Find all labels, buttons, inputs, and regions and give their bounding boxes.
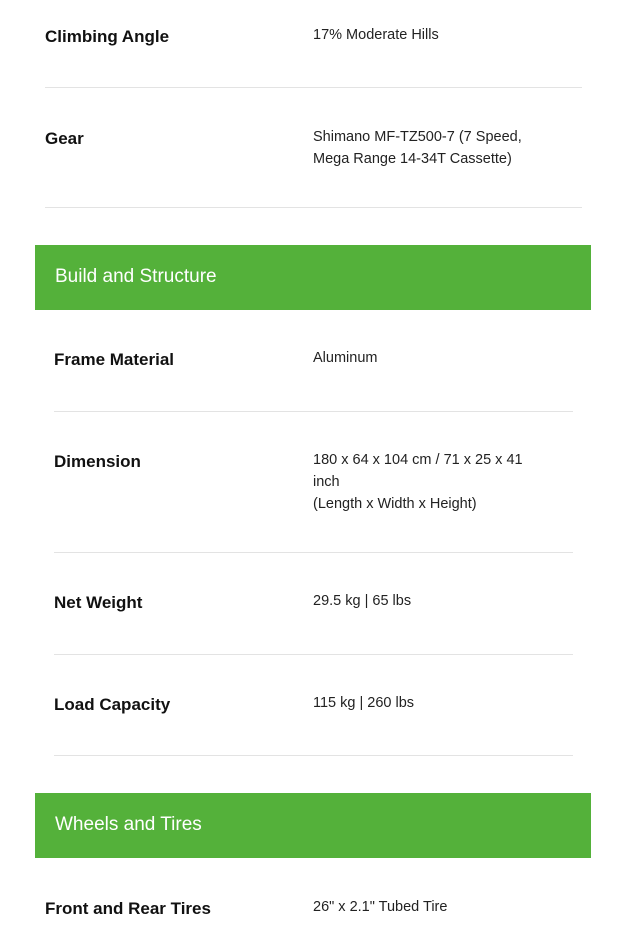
spec-label: Front and Rear Tires	[45, 899, 211, 918]
spec-label: Load Capacity	[54, 695, 171, 714]
spec-label: Climbing Angle	[45, 27, 170, 46]
spec-value: Aluminum	[313, 350, 378, 366]
divider	[54, 552, 573, 553]
spec-value: 180 x 64 x 104 cm / 71 x 25 x 41 inch (Length x Width x Height)	[313, 452, 523, 512]
spec-value: 29.5 kg | 65 lbs	[313, 593, 412, 609]
divider	[45, 207, 582, 208]
spec-label: Gear	[45, 129, 84, 148]
divider	[45, 87, 582, 88]
divider	[54, 411, 573, 412]
divider	[54, 654, 573, 655]
spec-label: Net Weight	[54, 593, 143, 612]
spec-value: 26" x 2.1" Tubed Tire	[313, 899, 448, 915]
spec-label: Dimension	[54, 452, 141, 471]
spec-label: Frame Material	[54, 350, 174, 369]
section-header-wheels	[35, 793, 591, 858]
section-title: Build and Structure	[55, 266, 217, 287]
spec-value: 17% Moderate Hills	[313, 27, 439, 43]
section-title: Wheels and Tires	[55, 814, 202, 835]
spec-value: Shimano MF-TZ500-7 (7 Speed, Mega Range 14-34T Cassette)	[313, 129, 522, 167]
spec-value: 115 kg | 260 lbs	[313, 695, 415, 711]
section-header-build	[35, 245, 591, 310]
divider	[54, 755, 573, 756]
